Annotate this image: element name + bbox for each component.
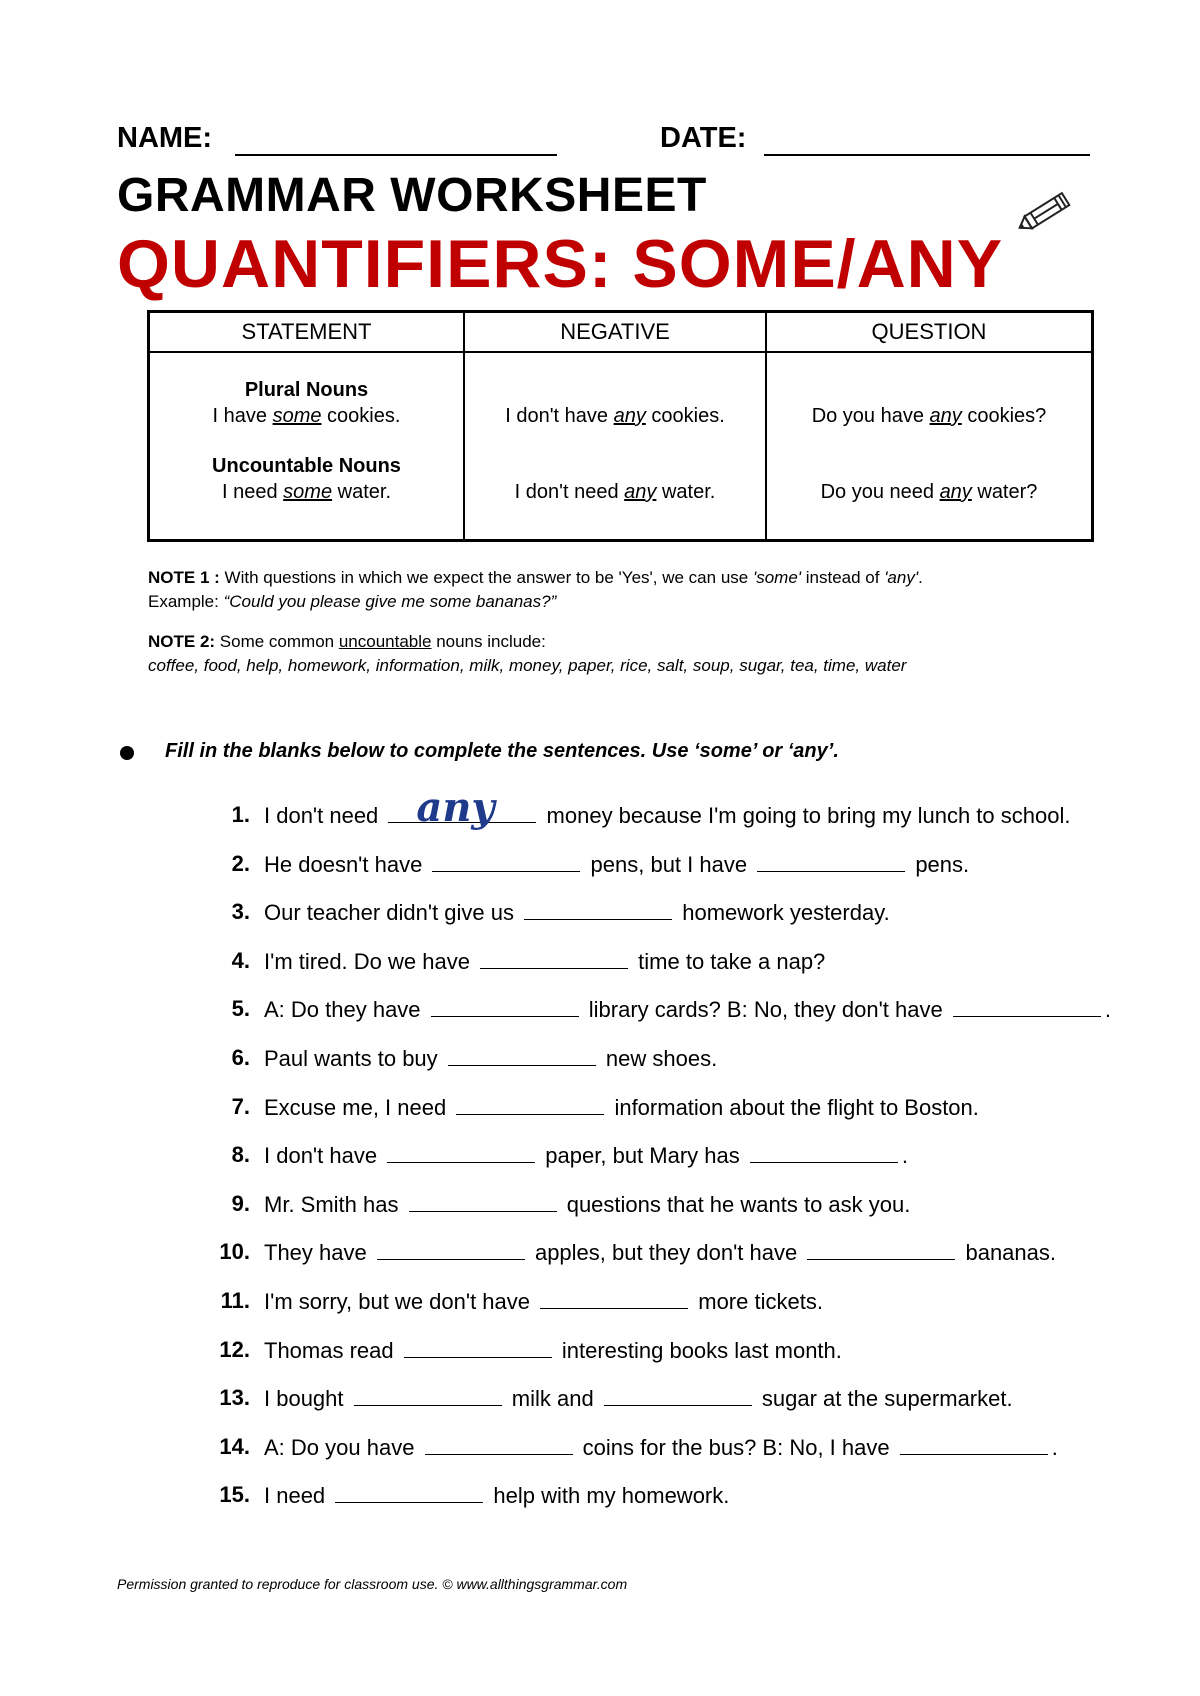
sentence-text: paper, but Mary has — [539, 1143, 746, 1169]
sentence-text: I need — [222, 481, 284, 503]
exercise-number: 1. — [231, 802, 250, 827]
sentence-text: new shoes. — [599, 1046, 718, 1071]
sentence-text: time to take a nap? — [632, 948, 826, 974]
sentence-text: A: Do you have — [264, 1434, 421, 1460]
sentence-text: I don't have — [264, 1143, 384, 1169]
sentence-text: . — [901, 1143, 908, 1169]
statement-column — [150, 313, 463, 539]
name-date-row — [117, 122, 1092, 162]
quantifier-word: any — [929, 405, 962, 427]
sentence-text: He doesn't have — [264, 851, 429, 877]
sentence-text: I need — [264, 1483, 332, 1509]
exercise-number: 3. — [231, 899, 250, 925]
handwritten-answer: any — [416, 784, 495, 831]
note-1-label: NOTE 1 : — [148, 568, 220, 587]
sentence-text: Thomas read — [264, 1337, 400, 1363]
sentence-text: cookies. — [645, 405, 725, 427]
sentence-text: I don't need — [514, 481, 625, 503]
answer-blank[interactable] — [387, 1142, 535, 1163]
column-header-question: QUESTION — [767, 313, 1091, 353]
note-text: With questions in which we expect the answer to be 'Yes', we can use — [219, 568, 753, 587]
sentence-text: Excuse me, I need — [264, 1094, 453, 1120]
exercise-item — [100, 1094, 1100, 1134]
quantifier-word: any — [624, 481, 657, 503]
example-sentence: “Could you please give me some bananas?” — [223, 592, 557, 611]
date-field[interactable] — [764, 154, 1090, 156]
uncountable-nouns-list: coffee, food, help, homework, information, milk, money, paper, rice, salt, soup, sugar, tea, time, water — [148, 656, 907, 675]
quantifier-word: any — [939, 481, 972, 503]
date-label: DATE: — [660, 122, 747, 154]
exercise-item — [100, 1482, 1100, 1522]
answer-blank[interactable] — [604, 1385, 752, 1406]
answer-blank[interactable] — [388, 784, 536, 831]
note-text: 'any' — [884, 568, 919, 587]
footer-permission: Permission granted to reproduce for classroom use. © www.allthingsgrammar.com — [117, 1576, 628, 1592]
exercise-sentence — [264, 1045, 717, 1072]
exercise-number: 10. — [219, 1239, 250, 1265]
sentence-text: pens. — [909, 851, 970, 877]
answer-blank[interactable] — [807, 1239, 955, 1260]
sentence-text: apples, but they don't have — [528, 1240, 804, 1266]
sentence-text: information about the flight to Boston. — [608, 1094, 979, 1120]
answer-blank[interactable] — [456, 1094, 604, 1115]
sentence-text: coins for the bus? B: No, I have — [576, 1434, 896, 1460]
sentence-text: questions that he wants to ask you. — [560, 1191, 911, 1217]
column-header-negative: NEGATIVE — [465, 313, 765, 353]
exercise-number: 12. — [219, 1336, 250, 1362]
note-2 — [148, 630, 906, 678]
question-column — [765, 313, 1091, 539]
answer-blank[interactable] — [540, 1288, 688, 1309]
instructions: Fill in the blanks below to complete the sentences. Use ‘some’ or ‘any’. — [165, 740, 839, 762]
note-text: 'some' — [752, 568, 802, 587]
note-text: nouns include: — [431, 632, 546, 651]
exercise-number: 8. — [231, 1142, 250, 1168]
negative-uncountable-cell — [465, 479, 765, 505]
sentence-text: Mr. Smith has — [264, 1191, 405, 1217]
sentence-text: library cards? B: No, they don't have — [582, 997, 949, 1023]
exercise-sentence — [264, 1434, 1058, 1461]
exercise-number: 9. — [231, 1190, 250, 1216]
answer-blank[interactable] — [354, 1385, 502, 1406]
sentence-text: I bought — [264, 1386, 350, 1412]
sentence-text: I don't have — [505, 405, 614, 427]
example-label: Example: — [148, 592, 224, 611]
worksheet-title: GRAMMAR WORKSHEET — [117, 169, 707, 222]
exercise-item — [100, 1045, 1100, 1085]
answer-blank[interactable] — [431, 996, 579, 1017]
note-2-label: NOTE 2: — [148, 632, 216, 651]
exercise-sentence — [264, 784, 1071, 831]
answer-blank[interactable] — [335, 1482, 483, 1503]
answer-blank[interactable] — [480, 948, 628, 969]
exercise-number: 15. — [219, 1482, 250, 1508]
answer-blank[interactable] — [448, 1045, 596, 1066]
exercise-sentence — [264, 1142, 908, 1169]
sentence-text: water. — [656, 481, 716, 503]
answer-blank[interactable] — [757, 851, 905, 872]
exercise-item — [100, 1239, 1100, 1279]
exercise-sentence — [264, 851, 969, 878]
sentence-text: I'm tired. Do we have — [264, 948, 477, 974]
exercise-item — [100, 851, 1100, 891]
plural-nouns-label: Plural Nouns — [244, 379, 369, 401]
sentence-text: . — [1104, 997, 1111, 1023]
exercise-item — [100, 899, 1100, 939]
grammar-table — [147, 310, 1094, 542]
sentence-text: milk and — [505, 1386, 600, 1412]
exercise-item — [100, 1142, 1100, 1182]
sentence-text: I have — [212, 405, 273, 427]
sentence-text: Do you have — [811, 405, 930, 427]
exercise-sentence — [264, 948, 825, 975]
sentence-text: money because I'm going to bring my lunch to school. — [540, 803, 1071, 828]
exercise-item — [100, 1434, 1100, 1474]
exercise-number: 4. — [231, 947, 250, 973]
sentence-text: I'm sorry, but we don't have — [264, 1289, 537, 1314]
exercise-number: 13. — [219, 1385, 250, 1411]
statement-plural-cell — [150, 377, 463, 429]
exercise-item — [100, 784, 1100, 842]
exercise-sentence — [264, 1337, 842, 1364]
exercise-item — [100, 1288, 1100, 1328]
sentence-text: homework yesterday. — [676, 900, 890, 926]
answer-blank[interactable] — [900, 1434, 1048, 1455]
answer-blank[interactable] — [432, 851, 580, 872]
sentence-text: help with my homework. — [487, 1483, 730, 1509]
note-1 — [148, 566, 923, 614]
sentence-text: I don't need — [264, 803, 385, 828]
exercise-number: 14. — [219, 1433, 250, 1459]
answer-blank[interactable] — [524, 899, 672, 920]
exercise-sentence — [264, 996, 1111, 1023]
exercise-number: 7. — [231, 1093, 250, 1119]
sentence-text: sugar at the supermarket. — [755, 1386, 1013, 1412]
exercise-item — [100, 996, 1111, 1036]
answer-blank[interactable] — [750, 1142, 898, 1163]
exercise-item — [100, 948, 1100, 988]
answer-blank[interactable] — [377, 1239, 525, 1260]
sentence-text: Our teacher didn't give us — [264, 900, 521, 926]
exercise-number: 11. — [220, 1288, 250, 1313]
note-text: uncountable — [338, 632, 432, 651]
sentence-text: pens, but I have — [584, 851, 754, 877]
quantifier-word: any — [613, 405, 646, 427]
negative-plural-cell — [465, 403, 765, 429]
answer-blank[interactable] — [953, 996, 1101, 1017]
exercise-item — [100, 1337, 1100, 1377]
exercise-item — [100, 1385, 1100, 1425]
sentence-text: interesting books last month. — [555, 1337, 842, 1363]
question-uncountable-cell — [767, 479, 1091, 505]
exercise-number: 6. — [231, 1045, 250, 1070]
exercise-sentence — [264, 1191, 910, 1218]
pencil-icon — [1015, 180, 1085, 240]
answer-blank[interactable] — [404, 1337, 552, 1358]
sentence-text: cookies? — [961, 405, 1047, 427]
note-text: Some common — [215, 632, 339, 651]
exercise-number: 5. — [231, 996, 250, 1022]
answer-blank[interactable] — [409, 1191, 557, 1212]
exercise-sentence — [264, 1239, 1056, 1266]
sentence-text: water? — [971, 481, 1038, 503]
question-plural-cell — [767, 403, 1091, 429]
name-label: NAME: — [117, 122, 213, 154]
column-header-statement: STATEMENT — [150, 313, 463, 353]
exercise-sentence — [264, 1385, 1013, 1412]
sentence-text: cookies. — [321, 405, 401, 427]
uncountable-nouns-label: Uncountable Nouns — [212, 455, 401, 477]
sentence-text: . — [1051, 1434, 1058, 1460]
sentence-text: Paul wants to buy — [264, 1046, 444, 1071]
exercise-sentence — [264, 1094, 979, 1121]
exercise-sentence — [264, 899, 890, 926]
sentence-text: They have — [264, 1240, 373, 1266]
quantifier-word: some — [283, 481, 333, 503]
note-text: . — [918, 568, 923, 587]
statement-uncountable-cell — [150, 453, 463, 505]
exercise-sentence — [264, 1288, 823, 1315]
sentence-text: bananas. — [959, 1240, 1056, 1266]
quantifier-word: some — [272, 405, 322, 427]
answer-blank[interactable] — [425, 1434, 573, 1455]
exercise-sentence — [264, 1482, 729, 1509]
exercise-number: 2. — [231, 850, 250, 876]
worksheet-subtitle: QUANTIFIERS: SOME/ANY — [117, 226, 1004, 302]
sentence-text: Do you need — [820, 481, 940, 503]
name-field[interactable] — [235, 154, 557, 156]
bullet-icon — [120, 746, 134, 760]
note-text: instead of — [801, 568, 885, 587]
sentence-text: A: Do they have — [264, 997, 427, 1023]
exercise-item — [100, 1191, 1100, 1231]
negative-column — [463, 313, 765, 539]
sentence-text: more tickets. — [692, 1289, 823, 1314]
sentence-text: water. — [332, 481, 391, 503]
